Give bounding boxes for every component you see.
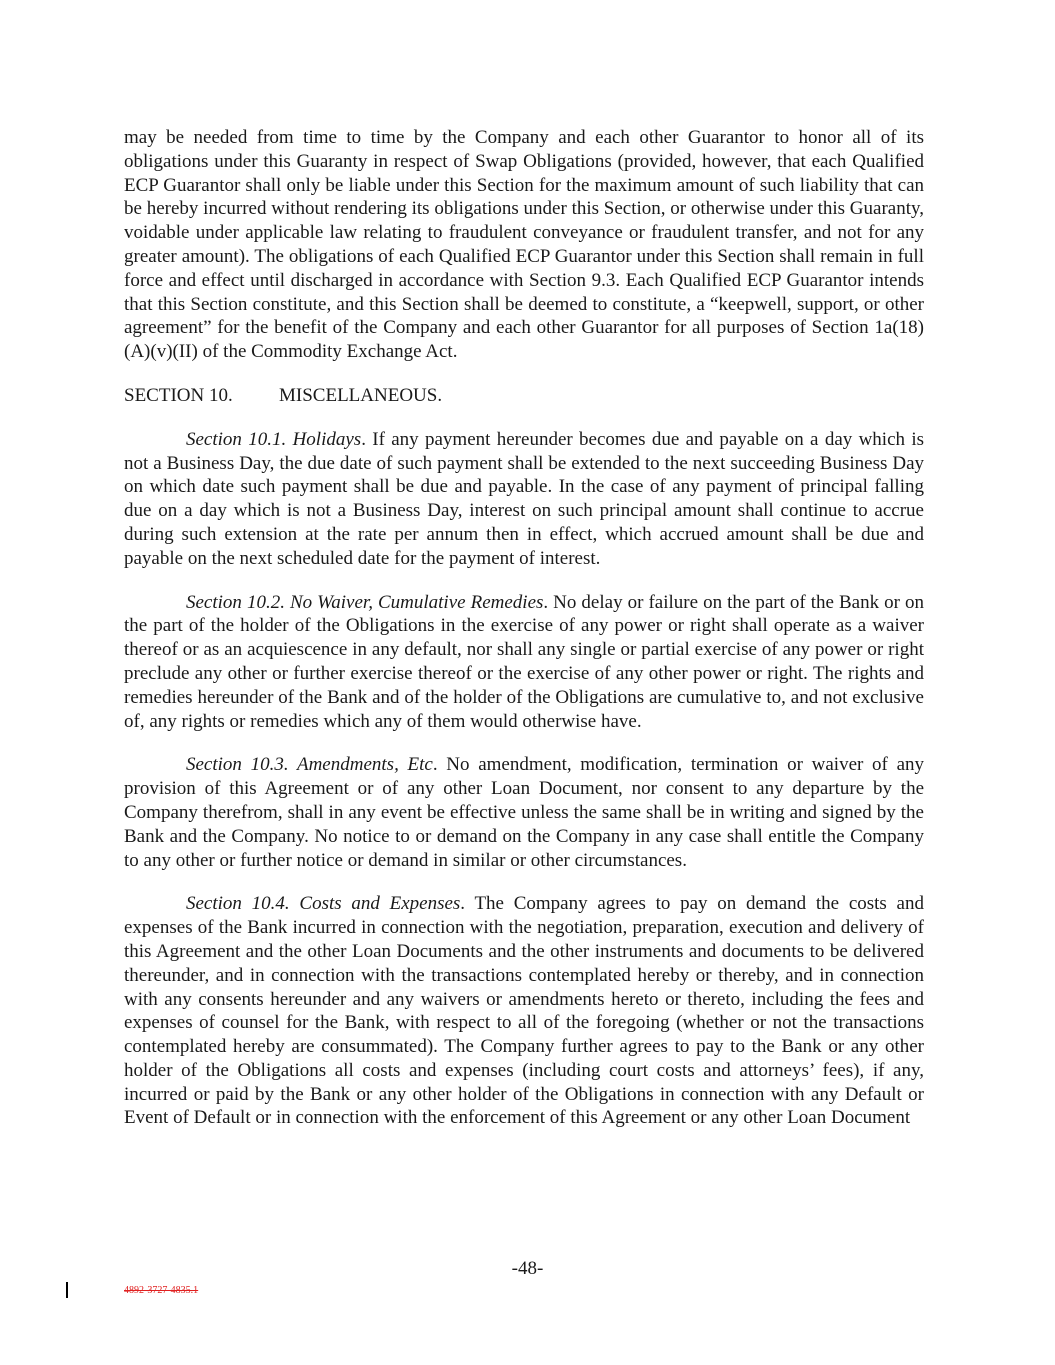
section-heading	[124, 384, 924, 408]
document-id: 4892-3727-4835.1	[124, 1285, 199, 1296]
continuation-paragraph: may be needed from time to time by the Company and each other Guarantor to honor all of its obligations under this Guaranty in respect of Swap Obligations (provided, however, that each Qualified ECP Guarantor shall only be liable under this Section for the maximum amount of such liability that can be hereby incurred without rendering its obligations under this Section, or otherwise under this Guaranty, voidable under applicable law relating to fraudulent conveyance or fraudulent transfer, and not for any greater amount). The obligations of each Qualified ECP Guarantor under this Section shall remain in full force and effect until discharged in accordance with Section 9.3. Each Qualified ECP Guarantor intends that this Section constitute, and this Section shall be deemed to constitute, a “keepwell, support, or other agreement” for the benefit of the Company and each other Guarantor for all purposes of Section 1a(18)(A)(v)(II) of the Commodity Exchange Act.	[124, 127, 924, 363]
subsection-title: Section 10.3. Amendments, Etc	[186, 754, 433, 776]
subsection-body: . The Company agrees to pay on demand the costs and expenses of the Bank incurred in connection with the negotiation, preparation, execution and delivery of this Agreement and the other Loan Documents and the other instruments and documents to be delivered thereunder, and in connection with the transactions contemplated hereby or thereby, and in connection with any consents hereunder and any waivers or amendments hereto or thereto, including the fees and expenses of counsel for the Bank, with respect to all of the foregoing (whether or not the transactions contemplated hereby are consummated). The Company further agrees to pay to the Bank or any other holder of the Obligations all costs and expenses (including court costs and attorneys’ fees), if any, incurred or paid by the Bank or any other holder of the Obligations in connection with any Default or Event of Default or in connection with the enforcement of this Agreement or any other Loan Document	[124, 893, 924, 1129]
subsection-10-1	[124, 428, 924, 571]
subsection-10-4	[124, 892, 924, 1130]
section-title: MISCELLANEOUS.	[279, 384, 443, 406]
subsection-body: . No amendment, modification, termination or waiver of any provision of this Agreement or of any other Loan Document, nor consent to any departure by the Company therefrom, shall in any event be effective unless the same shall be in writing and signed by the Bank and the Company. No notice to or demand on the Company in any case shall entitle the Company to any other or further notice or demand in similar or other circumstances.	[124, 754, 924, 871]
subsection-title: Section 10.4. Costs and Expenses	[186, 893, 461, 915]
subsection-title: Section 10.1. Holidays	[186, 428, 362, 450]
subsection-body: . No delay or failure on the part of the Bank or on the part of the holder of the Obligations in the exercise of any power or right shall operate as a waiver thereof or as an acquiescence in any default, nor shall any single or partial exercise of any power or right preclude any other or further exercise thereof or the exercise of any other power or right. The rights and remedies hereunder of the Bank and of the holder of the Obligations are cumulative to, and not exclusive of, any rights or remedies which any of them would otherwise have.	[124, 591, 924, 732]
revision-change-bar	[66, 1282, 68, 1298]
document-page	[124, 126, 924, 1150]
subsection-10-3	[124, 753, 924, 872]
page-number: -48-	[511, 1258, 544, 1279]
subsection-10-2	[124, 591, 924, 734]
subsection-body: . If any payment hereunder becomes due and payable on a day which is not a Business Day, the due date of such payment shall be extended to the next succeeding Business Day on which date such payment shall be due and payable. In the case of any payment of principal falling due on a day which is not a Business Day, interest on such principal amount shall continue to accrue during such extension at the rate per annum then in effect, which accrued amount shall be due and payable on the next scheduled date for the payment of interest.	[124, 428, 925, 569]
subsection-title: Section 10.2. No Waiver, Cumulative Remedies	[186, 591, 544, 613]
section-number: SECTION 10.	[124, 384, 233, 406]
